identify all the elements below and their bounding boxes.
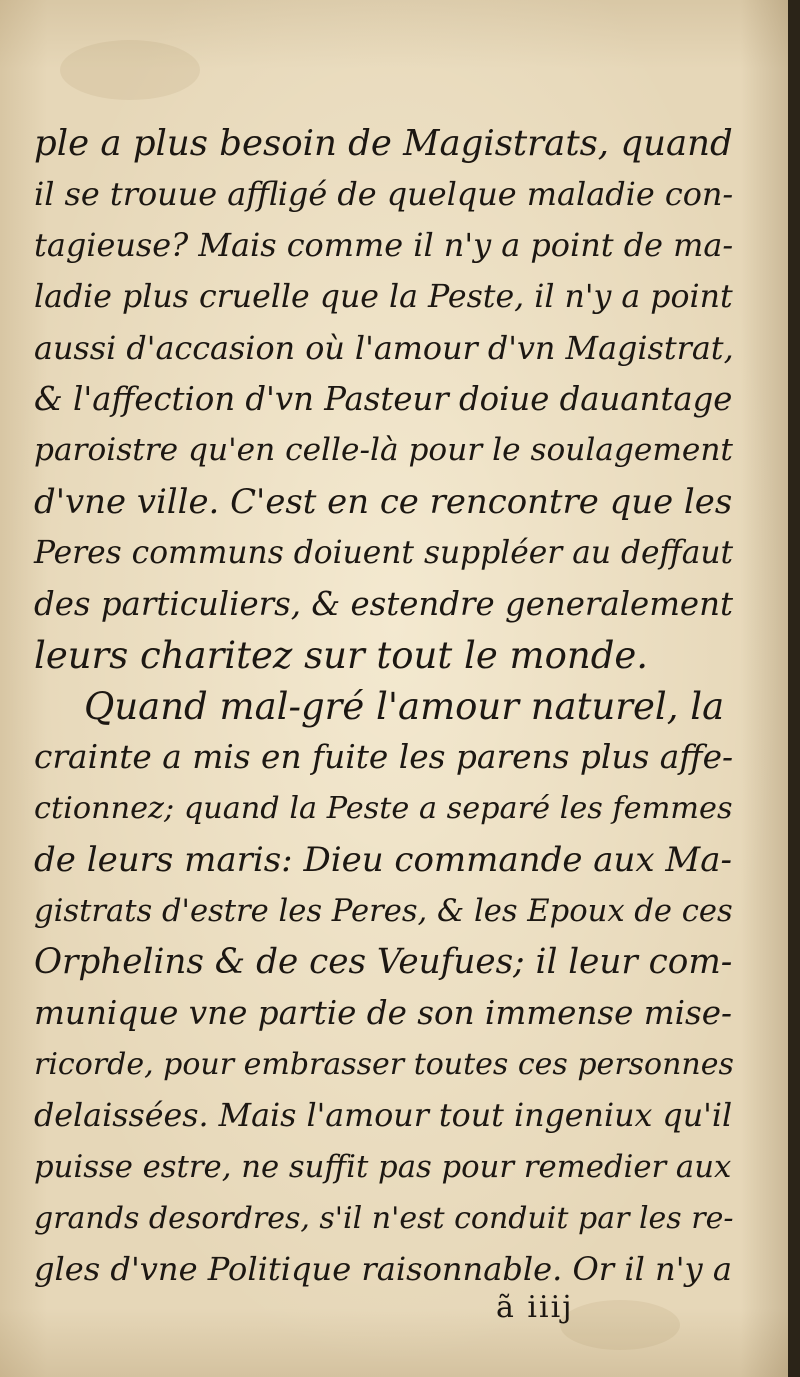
text-line: Peres communs doiuent suppléer au deffaut (34, 534, 734, 571)
text-line: munique vne partie de son immense mise- (34, 994, 733, 1033)
paper-stain (60, 40, 200, 100)
text-line: il se trouue affligé de quelque maladie con- (34, 175, 734, 214)
signature-mark: ã iiij (496, 1290, 574, 1325)
text-line: des particuliers, & estendre generalement (34, 584, 733, 623)
paper-stain (560, 1300, 680, 1350)
text-line: crainte a mis en fuite les parens plus affe- (34, 738, 734, 777)
text-line: ctionnez; quand la Peste a separé les femmes (34, 791, 733, 827)
text-line: gistrats d'estre les Peres, & les Epoux de ces (34, 893, 733, 929)
text-line: & l'affection d'vn Pasteur doiue dauantage (34, 379, 733, 418)
text-line: aussi d'accasion où l'amour d'vn Magistrat, (34, 329, 734, 367)
text-line: paroistre qu'en celle-là pour le soulagement (34, 432, 733, 469)
paragraph-start-line: Quand mal-gré l'amour naturel, la (84, 685, 725, 729)
text-line: delaissées. Mais l'amour tout ingeniux qu'il (34, 1097, 733, 1134)
text-line: de leurs maris: Dieu commande aux Ma- (34, 839, 732, 880)
text-line: d'vne ville. C'est en ce rencontre que les (34, 482, 733, 522)
page-text (34, 118, 734, 1295)
text-line: gles d'vne Politique raisonnable. Or il n'y a (34, 1250, 732, 1289)
text-line: leurs charitez sur tout le monde. (34, 633, 649, 677)
text-line: puisse estre, ne suffit pas pour remedier aux (34, 1149, 732, 1185)
text-line: ladie plus cruelle que la Peste, il n'y a point (34, 278, 733, 315)
text-line: Orphelins & de ces Veufues; il leur com- (34, 942, 733, 982)
text-line: grands desordres, s'il n'est conduit par les re- (34, 1200, 734, 1236)
text-line: ricorde, pour embrasser toutes ces personnes (34, 1047, 734, 1083)
text-line: tagieuse? Mais comme il n'y a point de ma- (34, 226, 734, 265)
text-line: ple a plus besoin de Magistrats, quand (34, 123, 733, 164)
